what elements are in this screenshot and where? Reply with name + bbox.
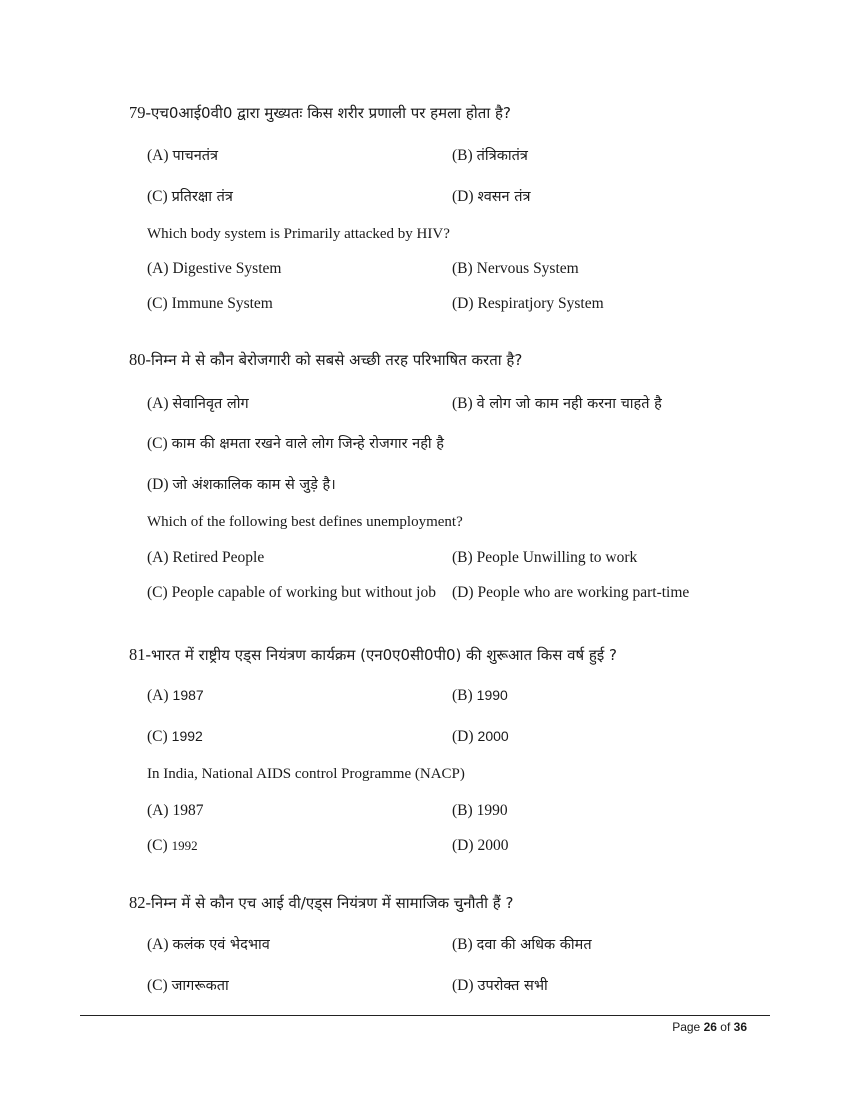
option-a: (A) पाचनतंत्र bbox=[147, 147, 219, 164]
question-text: निम्न में से कौन एच आई वी/एड्स नियंत्रण में सामाजिक चुनौती हैं ? bbox=[151, 894, 514, 912]
option-a: (A) कलंक एवं भेदभाव bbox=[147, 936, 270, 953]
option-d: (D) जो अंशकालिक काम से जुड़े है। bbox=[147, 476, 336, 493]
option-c: (C) प्रतिरक्षा तंत्र bbox=[147, 188, 233, 205]
option-a: (A) 1987 bbox=[147, 687, 204, 704]
question-82-hindi bbox=[129, 893, 513, 913]
option-b: (B) People Unwilling to work bbox=[452, 549, 638, 566]
page-number: Page 26 of 36 bbox=[672, 1020, 747, 1034]
option-d: (D) श्वसन तंत्र bbox=[452, 188, 531, 205]
option-b: (B) Nervous System bbox=[452, 260, 579, 277]
question-number: 80- bbox=[129, 350, 151, 369]
option-a: (A) सेवानिवृत लोग bbox=[147, 395, 249, 412]
question-text: एच0आई0वी0 द्वारा मुख्यतः किस शरीर प्रणाली पर हमला होता है? bbox=[151, 104, 511, 122]
footer-divider bbox=[80, 1015, 770, 1016]
question-number: 81- bbox=[129, 645, 151, 664]
option-b: (B) 1990 bbox=[452, 802, 508, 819]
option-b: (B) वे लोग जो काम नही करना चाहते है bbox=[452, 395, 662, 412]
question-text: भारत में राष्ट्रीय एड्स नियंत्रण कार्यक्रम (एन0ए0सी0पी0) की शुरूआत किस वर्ष हुई ? bbox=[151, 646, 617, 664]
option-a: (A) Digestive System bbox=[147, 260, 282, 277]
option-d: (D) उपरोक्त सभी bbox=[452, 977, 548, 994]
option-b: (B) 1990 bbox=[452, 687, 508, 704]
option-b: (B) दवा की अधिक कीमत bbox=[452, 936, 592, 953]
question-80-hindi bbox=[129, 350, 522, 370]
option-d: (D) Respiratjory System bbox=[452, 295, 604, 312]
option-c: (C) जागरूकता bbox=[147, 977, 229, 994]
option-d: (D) 2000 bbox=[452, 728, 509, 745]
option-c: (C) 1992 bbox=[147, 728, 203, 745]
question-number: 79- bbox=[129, 103, 151, 122]
option-b: (B) तंत्रिकातंत्र bbox=[452, 147, 528, 164]
option-a: (A) Retired People bbox=[147, 549, 265, 566]
question-79-english: Which body system is Primarily attacked by HIV? bbox=[147, 226, 450, 242]
question-81-hindi bbox=[129, 645, 617, 665]
option-d: (D) People who are working part-time bbox=[452, 584, 690, 601]
question-81-english: In India, National AIDS control Programme (NACP) bbox=[147, 766, 465, 782]
question-79-hindi bbox=[129, 103, 511, 123]
question-80-english: Which of the following best defines unemployment? bbox=[147, 514, 463, 530]
option-c: (C) People capable of working but without job bbox=[147, 584, 436, 601]
option-d: (D) 2000 bbox=[452, 837, 509, 854]
option-c: (C) Immune System bbox=[147, 295, 273, 312]
option-c: (C) 1992 bbox=[147, 837, 198, 854]
question-number: 82- bbox=[129, 893, 151, 912]
option-a: (A) 1987 bbox=[147, 802, 204, 819]
option-c: (C) काम की क्षमता रखने वाले लोग जिन्हे रोजगार नही है bbox=[147, 435, 444, 452]
question-text: निम्न मे से कौन बेरोजगारी को सबसे अच्छी तरह परिभाषित करता है? bbox=[151, 351, 523, 369]
